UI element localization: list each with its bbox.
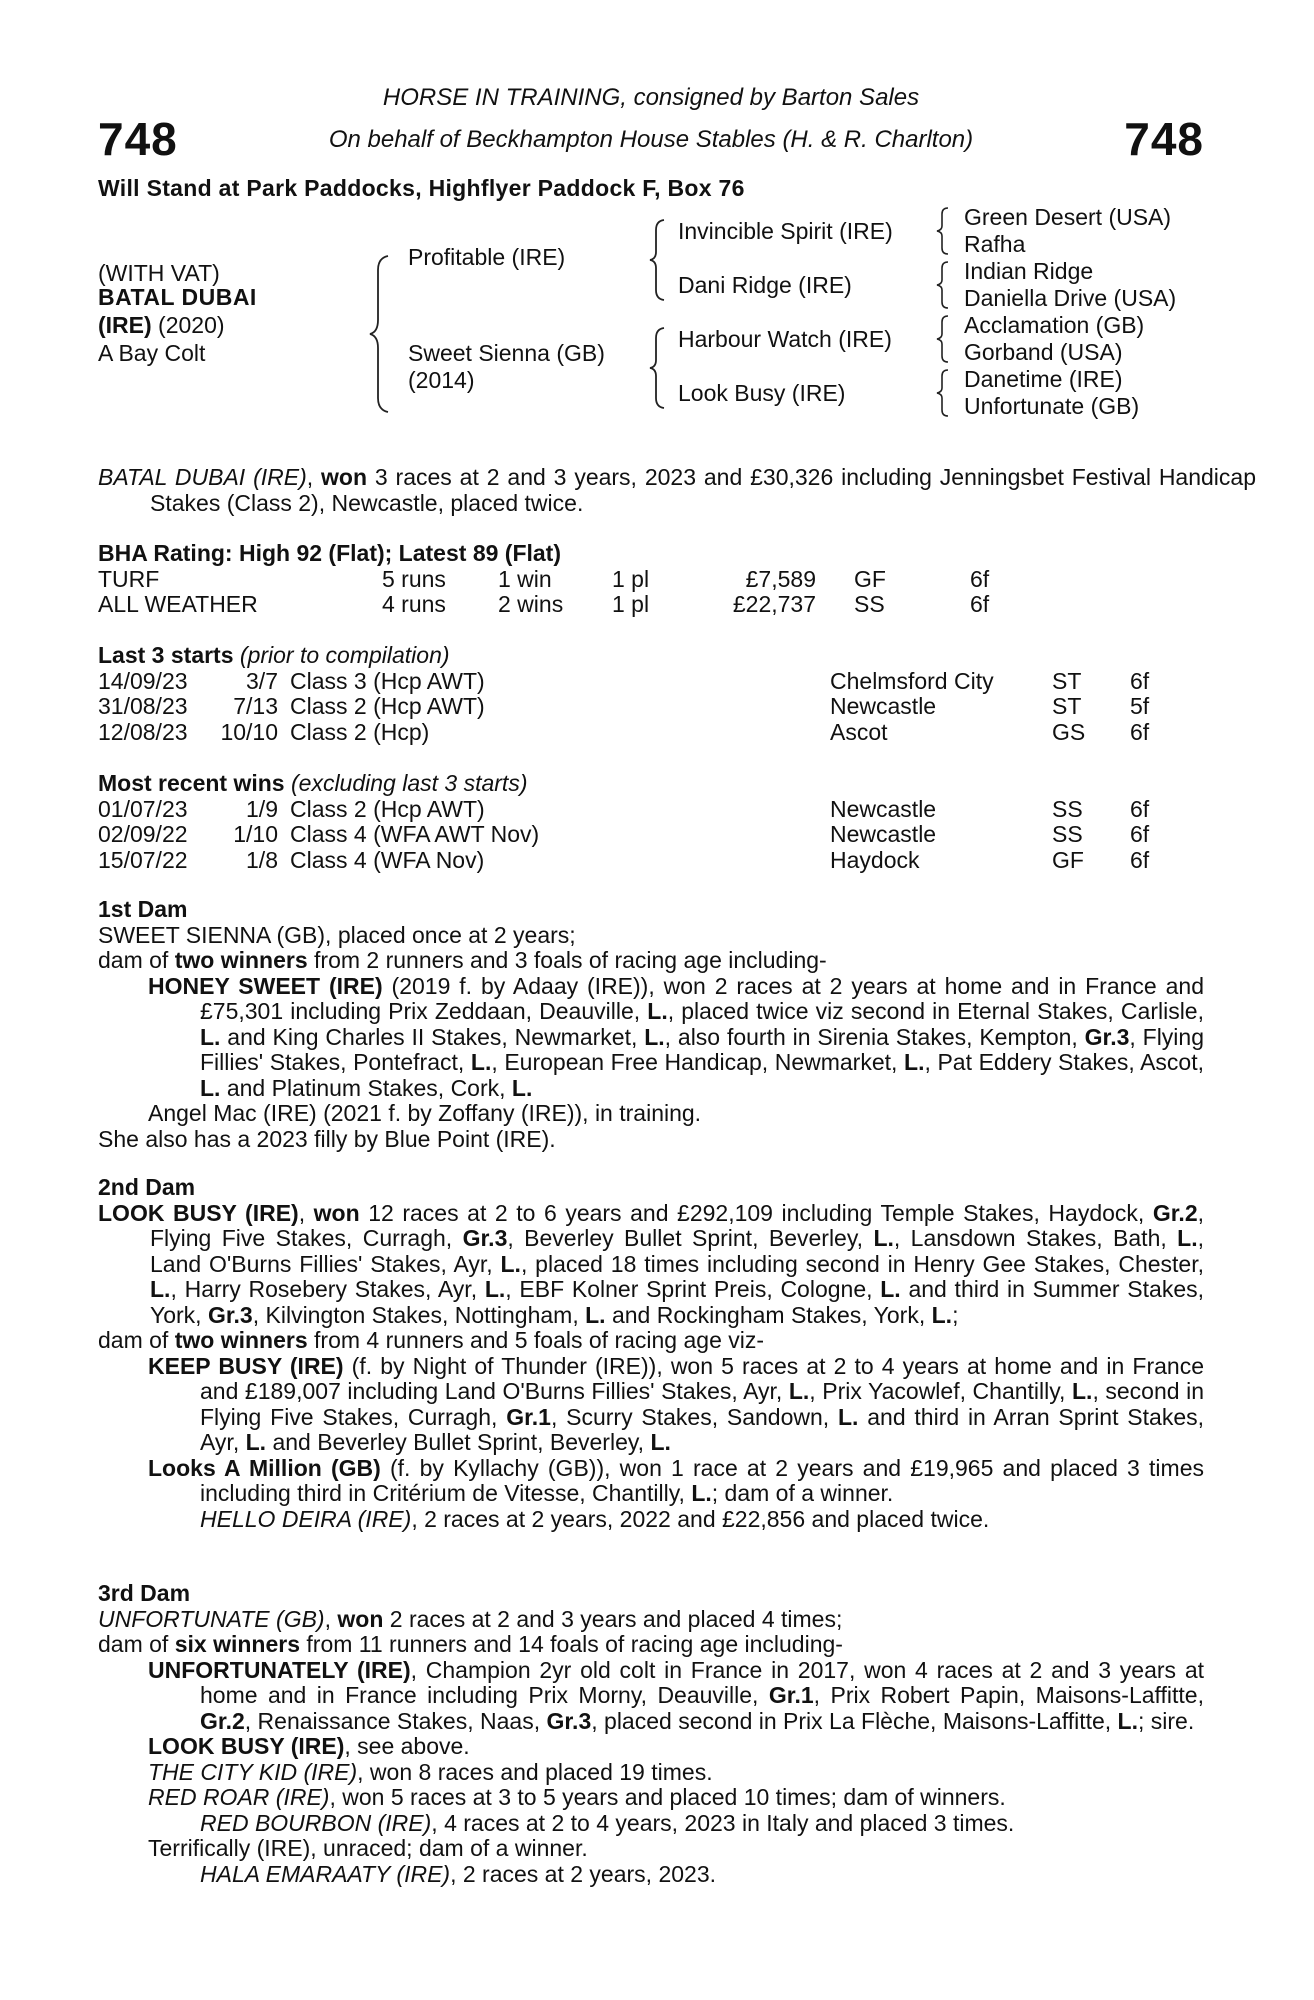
vat-note: (WITH VAT) [98,260,220,286]
gg-4: Daniella Drive (USA) [964,285,1177,311]
gg-8: Unfortunate (GB) [964,393,1140,419]
horse-description: A Bay Colt [98,340,206,366]
also-note: She also has a 2023 filly by Blue Point (IRE). [98,1125,556,1152]
horse-name: BATAL DUBAI [98,284,257,310]
lot-number-left: 748 [98,113,178,165]
table-row: 02/09/22 1/10 Class 4 (WFA AWT Nov) Newcastle SS 6f [98,821,1150,847]
keep-busy-entry: KEEP BUSY (IRE) (f. by Night of Thunder (IRE)), won 5 races at 2 to 4 years at home and in France and £189,007 including Land O'Burns Fillies' Stakes, Ayr, L., Prix Yacowlef, Chantilly, L., second in Flying Five Stakes, Curragh, Gr.1, Scurry Stakes, Sandown, L. and third in Arran Sprint Stakes, Ayr, L. and Beverley Bullet Sprint, Beverley, L. [148,1352,1204,1455]
unfortunately-entry: UNFORTUNATELY (IRE), Champion 2yr old colt in France in 2017, won 4 races at 2 and 3 years at home and in France including Prix Morny, Deauville, Gr.1, Prix Robert Papin, Maisons-Laffitte, Gr.2, Renaissance Stakes, Naas, Gr.3, placed second in Prix La Flèche, Maisons-Laffitte, L.; sire. [148,1656,1204,1734]
recent-wins-section [98,771,1204,873]
horse-origin: (IRE) (2020) [98,312,225,338]
gg-7: Danetime (IRE) [964,366,1123,392]
dam-dam: Look Busy (IRE) [678,380,846,406]
second-dam-produce: dam of two winners from 4 runners and 5 foals of racing age viz- [98,1327,765,1353]
sire-sire: Invincible Spirit (IRE) [678,218,893,244]
gg-2: Rafha [964,231,1026,257]
last-3-table [98,669,1149,746]
sire: Profitable (IRE) [408,244,566,270]
angel-mac-entry: Angel Mac (IRE) (2021 f. by Zoffany (IRE)), in training. [148,1100,702,1126]
first-dam-title: 1st Dam [98,896,188,922]
red-roar-entry: RED ROAR (IRE), won 5 races at 3 to 5 years and placed 10 times; dam of winners. [148,1784,1006,1810]
table-row: 14/09/23 3/7 Class 3 (Hcp AWT) Chelmsford City ST 6f [98,667,1150,694]
red-bourbon-entry: RED BOURBON (IRE), 4 races at 2 to 4 years, 2023 in Italy and placed 3 times. [200,1809,1015,1836]
table-row: 12/08/23 10/10 Class 2 (Hcp) Ascot GS 6f [98,718,1150,745]
pedigree-brace-4 [934,204,954,424]
gg-3: Indian Ridge [964,258,1094,284]
recent-wins-title: Most recent wins (excluding last 3 starts) [98,770,528,796]
dam-sire: Harbour Watch (IRE) [678,326,892,352]
third-dam-title: 3rd Dam [98,1580,191,1606]
city-kid-entry: THE CITY KID (IRE), won 8 races and placed 19 times. [148,1758,713,1785]
third-dam-section [98,1581,1204,1887]
dam-year: (2014) [408,367,475,393]
honey-sweet-entry: HONEY SWEET (IRE) (2019 f. by Adaay (IRE)), won 2 races at 2 years at home and in France and £75,301 including Prix Zeddaan, Deauville, L., placed twice viz second in Eternal Stakes, Carlisle, L. and King Charles II Stakes, Newmarket, L., also fourth in Sirenia Stakes, Kempton, Gr.3, Flying Fillies' Stakes, Pontefract, L., European Free Handicap, Newmarket, L., Pat Eddery Stakes, Ascot, L. and Platinum Stakes, Cork, L. [148,972,1204,1101]
table-row: TURF 5 runs 1 win 1 pl £7,589 GF 6f [98,565,990,592]
first-dam-section [98,897,1204,1152]
second-dam-section [98,1175,1204,1532]
table-row: 01/07/23 1/9 Class 2 (Hcp AWT) Newcastle SS 6f [98,795,1150,822]
pedigree-brace-1 [366,254,396,414]
pedigree-brace-3 [646,326,670,410]
table-row: 15/07/22 1/8 Class 4 (WFA Nov) Haydock GF 6f [98,846,1150,873]
table-row: ALL WEATHER 4 runs 2 wins 1 pl £22,737 SS 6f [98,591,990,617]
stand-location: Will Stand at Park Paddocks, Highflyer Paddock F, Box 76 [98,175,745,201]
first-dam-produce: dam of two winners from 2 runners and 3 foals of racing age including- [98,947,827,973]
catalogue-page [98,0,1257,2000]
looks-a-million-entry: Looks A Million (GB) (f. by Kyllachy (GB)), won 1 race at 2 years and £19,965 and placed 3 times including third in Critérium de Vitesse, Chantilly, L.; dam of a winner. [148,1454,1204,1506]
rating-table [98,567,989,618]
rating-title: BHA Rating: High 92 (Flat); Latest 89 (Flat) [98,540,561,566]
hello-deira-entry: HELLO DEIRA (IRE), 2 races at 2 years, 2022 and £22,856 and placed twice. [200,1505,990,1532]
race-summary: BATAL DUBAI (IRE), won 3 races at 2 and 3 years, 2023 and £30,326 including Jenningsbet Festival Handicap Stakes (Class 2), Newcastle, placed twice. [98,464,1257,516]
first-dam-line: SWEET SIENNA (GB), placed once at 2 years; [98,921,576,948]
last-3-title: Last 3 starts (prior to compilation) [98,642,450,668]
hala-emaraaty-entry: HALA EMARAATY (IRE), 2 races at 2 years, 2023. [200,1860,717,1887]
unfortunate-line: UNFORTUNATE (GB), won 2 races at 2 and 3 years and placed 4 times; [98,1605,843,1632]
lot-number-right: 748 [1124,113,1204,165]
third-dam-produce: dam of six winners from 11 runners and 14 foals of racing age including- [98,1631,843,1657]
second-dam-title: 2nd Dam [98,1174,196,1200]
sire-dam: Dani Ridge (IRE) [678,272,852,298]
consignor-line: HORSE IN TRAINING, consigned by Barton Sales [382,84,920,111]
table-row: 31/08/23 7/13 Class 2 (Hcp AWT) Newcastle ST 5f [98,693,1150,719]
vendor-line: On behalf of Beckhampton House Stables (H. & R. Charlton) [328,126,974,153]
rating-section [98,541,1204,618]
gg-5: Acclamation (GB) [964,312,1145,338]
terrifically-entry: Terrifically (IRE), unraced; dam of a winner. [148,1835,588,1861]
pedigree-brace-2 [646,218,670,302]
gg-6: Gorband (USA) [964,339,1123,365]
dam: Sweet Sienna (GB) [408,340,605,366]
recent-wins-table [98,797,1149,874]
gg-1: Green Desert (USA) [964,204,1172,230]
last-3-starts-section [98,643,1204,745]
look-busy-ref: LOOK BUSY (IRE), see above. [148,1733,470,1759]
look-busy-entry: LOOK BUSY (IRE), won 12 races at 2 to 6 years and £292,109 including Temple Stakes, Haydock, Gr.2, Flying Five Stakes, Curragh, Gr.3, Beverley Bullet Sprint, Beverley, L., Lansdown Stakes, Bath, L., Land O'Burns Fillies' Stakes, Ayr, L., placed 18 times including second in Henry Gee Stakes, Chester, L., Harry Rosebery Stakes, Ayr, L., EBF Kolner Sprint Preis, Cologne, L. and third in Summer Stakes, York, Gr.3, Kilvington Stakes, Nottingham, L. and Rockingham Stakes, York, L.; [98,1199,1205,1328]
